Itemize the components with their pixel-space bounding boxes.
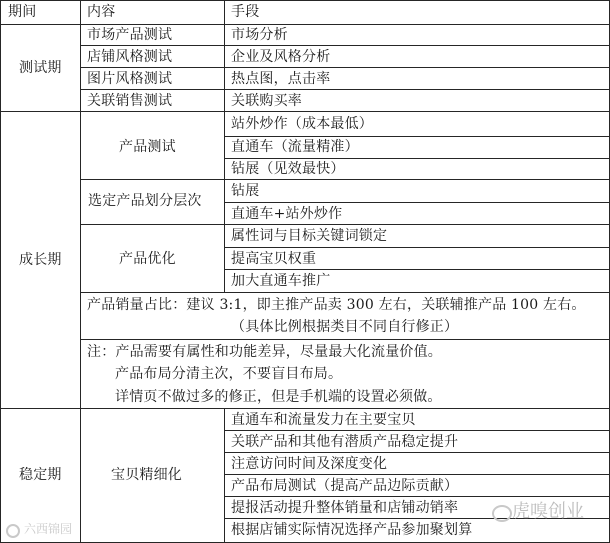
means-cell: 加大直通车推广	[231, 273, 331, 289]
means-cell: 提报活动提升整体销量和店铺动销率	[231, 500, 459, 516]
means-cell: 注意访问时间及深度变化	[231, 456, 388, 472]
row-line	[80, 89, 610, 90]
header-means: 手段	[231, 4, 260, 20]
means-cell: 热点图，点击率	[231, 71, 331, 87]
sina-weibo-icon	[6, 524, 20, 538]
row-line	[80, 67, 610, 68]
section-separator	[0, 408, 610, 409]
means-cell: 属性词与目标关键词锁定	[231, 228, 388, 244]
row-line	[80, 45, 610, 46]
period-label-test: 测试期	[19, 60, 62, 76]
content-cell: 市场产品测试	[87, 27, 173, 43]
content-cell: 选定产品划分层次	[88, 193, 202, 209]
row-line	[80, 179, 610, 180]
row-line	[224, 247, 610, 248]
table-border-left	[0, 0, 1, 543]
watermark-left-text: 六西锦园	[24, 522, 73, 536]
note-line: 产品布局分清主次，不要盲目布局。	[115, 366, 343, 382]
note-line: 注：产品需要有属性和功能差异，尽量最大化流量价值。	[87, 344, 442, 360]
means-cell: 关联产品和其他有潜质产品稳定提升	[231, 434, 459, 450]
content-cell: 图片风格测试	[87, 71, 173, 87]
row-line	[80, 224, 610, 225]
watermark-right-text: 虎嗅创业	[512, 501, 584, 522]
row-line	[224, 474, 610, 475]
content-cell: 产品优化	[119, 251, 176, 267]
means-cell: 直通车+站外炒作	[231, 206, 343, 222]
row-line	[80, 339, 610, 340]
row-line	[224, 136, 610, 137]
row-line	[224, 430, 610, 431]
means-cell: 市场分析	[231, 27, 288, 43]
section-separator	[0, 111, 610, 112]
note-line: 详情页不做过多的修正，但是手机端的设置必须做。	[115, 389, 442, 405]
period-label-stable: 稳定期	[19, 467, 62, 483]
means-cell: 站外炒作（成本最低）	[231, 116, 373, 132]
content-cell: 宝贝精细化	[111, 467, 182, 483]
means-cell: 根据店铺实际情况选择产品参加聚划算	[231, 522, 473, 538]
means-cell: 钻展（见效最快）	[231, 161, 345, 177]
row-line	[224, 452, 610, 453]
ratio-note-line: （具体比例根据类目不同自行修正）	[231, 319, 459, 335]
means-cell: 产品布局测试（提高产品边际贡献）	[231, 478, 459, 494]
column-divider-means	[224, 0, 225, 292]
means-cell: 提高宝贝权重	[231, 251, 317, 267]
means-cell: 企业及风格分析	[231, 49, 331, 65]
means-cell: 关联购买率	[231, 93, 302, 109]
ratio-note-line: 产品销量占比：建议 3:1，即主推产品卖 300 左右，关联辅推产品 100 左右。	[87, 297, 586, 313]
row-line	[224, 158, 610, 159]
content-cell: 关联销售测试	[87, 93, 173, 109]
row-line	[224, 202, 610, 203]
means-cell: 钻展	[231, 183, 260, 199]
header-separator	[0, 24, 610, 25]
content-cell: 店铺风格测试	[87, 49, 173, 65]
wechat-icon	[492, 505, 512, 522]
column-divider-means	[224, 408, 225, 543]
table-border-top	[0, 0, 610, 1]
means-cell: 直通车（流量精准）	[231, 139, 359, 155]
period-label-growth: 成长期	[19, 252, 62, 268]
means-cell: 直通车和流量发力在主要宝贝	[231, 412, 416, 428]
row-line	[224, 269, 610, 270]
header-period: 期间	[8, 4, 37, 20]
row-line	[224, 496, 610, 497]
row-line	[80, 292, 610, 293]
header-content: 内容	[87, 4, 116, 20]
column-divider-period	[80, 0, 81, 543]
content-cell: 产品测试	[119, 139, 176, 155]
